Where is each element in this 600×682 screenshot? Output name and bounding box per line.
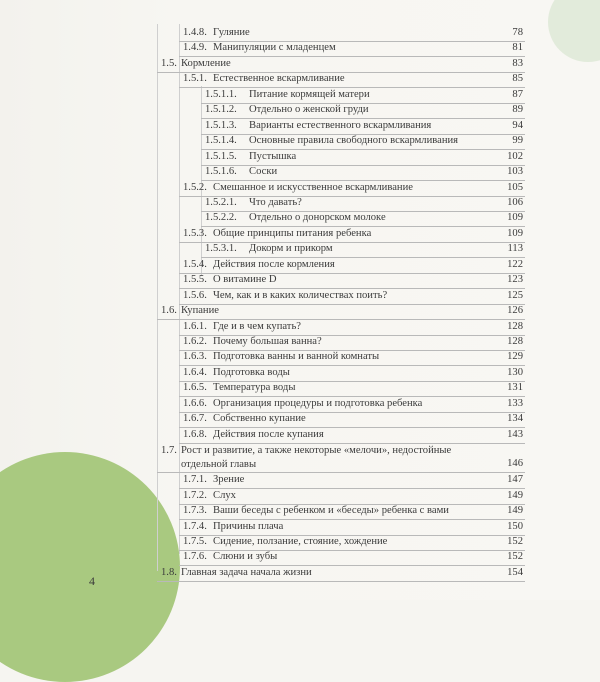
toc-entry-number: 1.5.3.1.: [205, 243, 237, 255]
toc-entry-number: 1.7.4.: [183, 520, 207, 532]
toc-entry-number: 1.6.4.: [183, 366, 207, 378]
toc-entry-number: 1.5.1.3.: [205, 119, 237, 131]
toc-entry-number: 1.7.2.: [183, 489, 207, 501]
toc-entry-title: Соски: [249, 166, 278, 178]
toc-entry: [179, 503, 525, 520]
toc-entry-page: 152: [507, 551, 523, 563]
toc-entry-page: 125: [507, 289, 523, 301]
toc-entry-number: 1.5.1.2.: [205, 104, 237, 116]
toc-entry-page: 146: [507, 458, 523, 470]
toc-entry-page: 94: [512, 119, 523, 131]
toc-entry-page: 109: [507, 212, 523, 224]
toc-entry-number: 1.7.: [161, 445, 177, 457]
toc-entry-page: 103: [507, 166, 523, 178]
toc-entry-number: 1.5.3.: [183, 227, 207, 239]
toc-entry-number: 1.6.7.: [183, 413, 207, 425]
toc-entry-title: Манипуляции с младенцем: [213, 42, 336, 54]
toc-entry: [201, 149, 525, 166]
toc-entry-number: 1.5.6.: [183, 289, 207, 301]
toc-entry-page: 123: [507, 274, 523, 286]
toc-entry: [179, 334, 525, 351]
toc-entry: [179, 288, 525, 305]
toc-entry-page: 149: [507, 489, 523, 501]
toc-entry-page: 154: [507, 566, 523, 578]
toc-entry-page: 85: [512, 73, 523, 85]
toc-entry-number: 1.4.9.: [183, 42, 207, 54]
toc-entry-number: 1.5.2.: [183, 181, 207, 193]
toc-entry-page: 143: [507, 428, 523, 440]
toc-entry-page: 89: [512, 104, 523, 116]
toc-entry-number: 1.6.: [161, 305, 177, 317]
toc-entry-title: Гуляние: [213, 27, 250, 38]
toc-entry-title: Пустышка: [249, 150, 297, 162]
toc-entry-page: 129: [507, 351, 523, 363]
toc-entry-page: 126: [507, 305, 523, 317]
toc-entry-title: Кормление: [181, 57, 231, 69]
toc-entry: [157, 303, 525, 320]
toc-entry-title: Питание кормящей матери: [249, 88, 370, 100]
toc-entry: [179, 549, 525, 566]
toc-entry: [179, 427, 525, 444]
toc-entry-page: 133: [507, 397, 523, 409]
toc-entry: [179, 71, 525, 88]
toc-entry-title: Подготовка воды: [213, 366, 290, 378]
table-of-contents: [157, 24, 525, 578]
toc-entry-page: 99: [512, 135, 523, 147]
toc-entry-title: Почему большая ванна?: [213, 336, 322, 347]
toc-entry-page: 109: [507, 227, 523, 239]
toc-entry-number: 1.5.1.1.: [205, 88, 237, 100]
toc-entry-number: 1.5.1.: [183, 73, 207, 85]
toc-entry-number: 1.7.5.: [183, 535, 207, 547]
toc-entry-title: Что давать?: [249, 196, 302, 208]
toc-entry-title: Действия после купания: [213, 428, 324, 440]
toc-entry-title: О витамине D: [213, 274, 277, 286]
toc-entry: [157, 56, 525, 73]
toc-entry-title: Общие принципы питания ребенка: [213, 227, 372, 239]
toc-entry: [179, 396, 525, 413]
toc-entry: [179, 25, 525, 42]
toc-entry-number: 1.5.4.: [183, 258, 207, 270]
toc-entry-page: 105: [507, 181, 523, 193]
toc-entry-title: Ваши беседы с ребенком и «беседы» ребенка с вами: [213, 505, 449, 517]
toc-entry: [201, 118, 525, 135]
toc-entry-number: 1.6.3.: [183, 351, 207, 363]
toc-entry-number: 1.5.1.4.: [205, 135, 237, 147]
toc-entry-title: Причины плача: [213, 520, 284, 532]
toc-entry-title: Где и в чем купать?: [213, 320, 301, 332]
toc-entry-page: 130: [507, 366, 523, 378]
toc-entry: [157, 565, 525, 582]
toc-entry-title: Слюни и зубы: [213, 551, 278, 563]
indent-guide-level-1: [157, 24, 158, 571]
page-number: 4: [89, 574, 95, 588]
decorative-circle-top: [548, 0, 600, 62]
toc-entry-title: Основные правила свободного вскармливания: [249, 135, 459, 147]
toc-entry-page: 150: [507, 520, 523, 532]
toc-entry-title: Докорм и прикорм: [249, 243, 333, 255]
toc-entry-number: 1.6.1.: [183, 320, 207, 332]
toc-entry-title: Смешанное и искусственное вскармливание: [213, 181, 413, 193]
toc-entry-page: 102: [507, 150, 523, 162]
toc-entry-title: Слух: [213, 489, 236, 501]
toc-entry: [179, 519, 525, 536]
toc-entry: [201, 102, 525, 119]
toc-entry-page: 122: [507, 258, 523, 270]
toc-entry-title: Подготовка ванны и ванной комнаты: [213, 351, 380, 363]
toc-entry-page: 149: [507, 505, 523, 517]
toc-entry: [179, 472, 525, 489]
toc-entry: [179, 40, 525, 57]
toc-entry-page: 152: [507, 535, 523, 547]
toc-entry-page: 81: [512, 42, 523, 54]
toc-entry: [179, 319, 525, 336]
toc-entry-number: 1.5.2.2.: [205, 212, 237, 224]
toc-entry-title: Варианты естественного вскармливания: [249, 119, 432, 131]
toc-entry: [201, 133, 525, 150]
toc-entry-title: Главная задача начала жизни: [181, 566, 312, 578]
toc-entry-page: 128: [507, 320, 523, 332]
toc-entry-title: Сидение, ползание, стояние, хождение: [213, 535, 388, 547]
toc-entry: [179, 180, 525, 197]
toc-entry-page: 87: [512, 88, 523, 100]
toc-entry: [179, 272, 525, 289]
toc-entry-title: Чем, как и в каких количествах поить?: [213, 289, 388, 301]
toc-entry-number: 1.7.3.: [183, 505, 207, 517]
toc-entry: [179, 488, 525, 505]
toc-entry-number: 1.6.5.: [183, 382, 207, 394]
toc-entry-title: Зрение: [213, 474, 245, 486]
toc-entry-number: 1.6.8.: [183, 428, 207, 440]
toc-entry: [179, 380, 525, 397]
toc-entry: [201, 210, 525, 227]
toc-entry: [179, 226, 525, 243]
toc-entry-page: 113: [507, 243, 523, 255]
toc-entry-number: 1.5.5.: [183, 274, 207, 286]
toc-entry: [157, 442, 525, 473]
toc-entry: [179, 411, 525, 428]
toc-entry-title: Отдельно о женской груди: [249, 104, 369, 116]
toc-entry-page: 131: [507, 382, 523, 394]
toc-entry-page: 147: [507, 474, 523, 486]
toc-entry-number: 1.7.1.: [183, 474, 207, 486]
toc-entry: [179, 534, 525, 551]
toc-entry-page: 106: [507, 196, 523, 208]
toc-entry-title: Организация процедуры и подготовка ребенка: [213, 397, 423, 409]
toc-entry: [201, 241, 525, 258]
toc-entry: [179, 365, 525, 382]
toc-entry-title: Естественное вскармливание: [213, 73, 345, 85]
toc-entry-page: 134: [507, 413, 523, 425]
toc-entry-title: Температура воды: [213, 382, 296, 394]
toc-entry-title: Действия после кормления: [213, 258, 335, 270]
toc-entry-number: 1.5.2.1.: [205, 196, 237, 208]
toc-entry: [179, 349, 525, 366]
toc-entry-title: Рост и развитие, а также некоторые «мелочи», недостойные отдельной главы: [181, 445, 452, 471]
toc-entry-title: Купание: [181, 305, 219, 317]
toc-entry-number: 1.5.: [161, 57, 177, 69]
toc-entry-number: 1.6.2.: [183, 336, 207, 347]
toc-entry: [201, 164, 525, 181]
toc-entry-number: 1.8.: [161, 566, 177, 578]
toc-entry: [179, 257, 525, 274]
toc-entry: [201, 195, 525, 212]
toc-entry-number: 1.5.1.6.: [205, 166, 237, 178]
toc-entry-number: 1.7.6.: [183, 551, 207, 563]
toc-entry-number: 1.4.8.: [183, 27, 207, 38]
toc-entry-number: 1.5.1.5.: [205, 150, 237, 162]
toc-entry: [201, 87, 525, 104]
toc-entry-page: 128: [507, 336, 523, 347]
toc-entry-title: Собственно купание: [213, 413, 306, 425]
decorative-circle-bottom: [0, 452, 180, 682]
toc-entry-page: 78: [512, 27, 523, 38]
toc-entry-number: 1.6.6.: [183, 397, 207, 409]
toc-entry-page: 83: [512, 57, 523, 69]
toc-entry-title: Отдельно о донорском молоке: [249, 212, 386, 224]
